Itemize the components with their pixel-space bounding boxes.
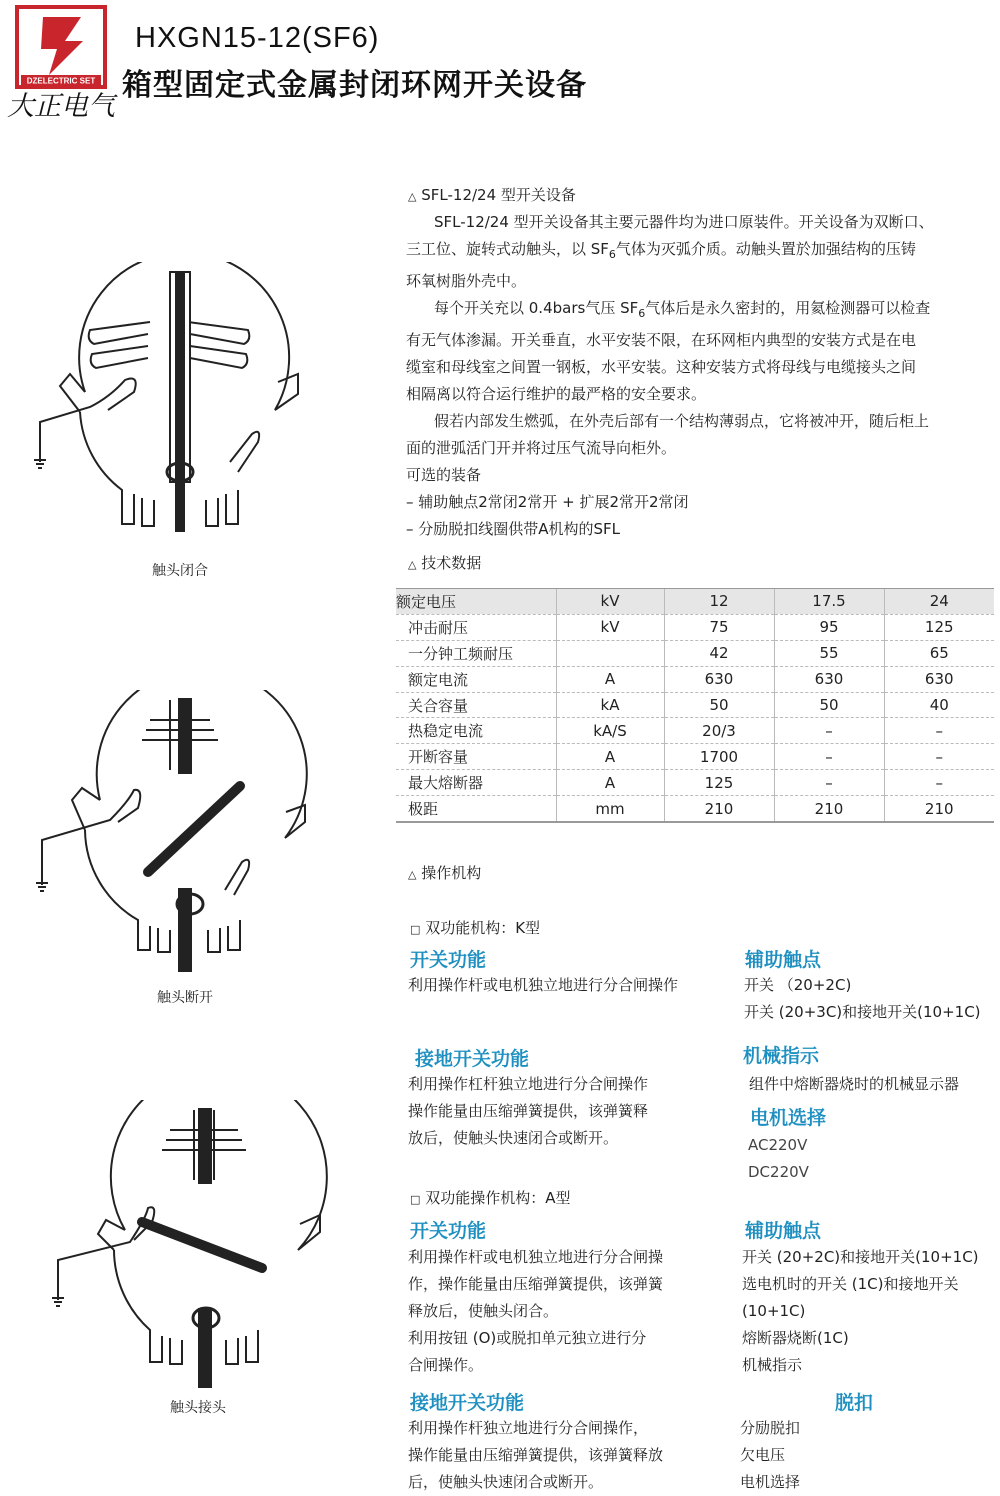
cell-unit: kA — [556, 692, 664, 718]
cell-v175: 95 — [774, 614, 884, 640]
cell-v12: 12 — [664, 589, 774, 615]
table-row — [396, 640, 994, 666]
cell-v24: 630 — [884, 666, 994, 692]
caption-contact-closed: 触头闭合 — [152, 563, 208, 579]
square-icon: □ — [410, 1193, 421, 1206]
cell-name: 额定电流 — [396, 666, 556, 692]
a-trip-list: 分励脱扣 欠电压 电机选择 — [740, 1419, 801, 1491]
tech-data-table — [396, 588, 994, 823]
k-earth-text: 利用操作杠杆独立地进行分合闸操作 操作能量由压缩弹簧提供，该弹簧释 放后，使触头快速闭合或断开。 — [408, 1075, 649, 1147]
page-title: 箱型固定式金属封闭环网开关设备 — [122, 68, 587, 103]
cell-v175: 50 — [774, 692, 884, 718]
mechanism-heading: △ 操作机构 — [408, 864, 482, 882]
k-switch-text: 利用操作杆或电机独立地进行分合闸操作 — [408, 976, 679, 994]
model-number: HXGN15-12(SF6) — [135, 22, 380, 54]
cell-v24: 210 — [884, 796, 994, 822]
table-row — [396, 718, 994, 744]
k-aux-title: 辅助触点 — [745, 949, 822, 971]
caption-contact-earthed: 触头接头 — [170, 1400, 226, 1416]
k-type-heading: □ 双功能机构：K型 — [410, 919, 541, 937]
triangle-icon: △ — [408, 190, 417, 203]
sfl-heading: △ SFL-12/24 型开关设备 — [408, 186, 576, 204]
a-aux-list: 开关 (20+2C)和接地开关(10+1C) 选电机时的开关 (1C)和接地开关 (10+1C) 熔断器烧断(1C) 机械指示 — [742, 1248, 979, 1374]
cell-name: 一分钟工频耐压 — [396, 640, 556, 666]
table-row — [396, 614, 994, 640]
cell-v24: 40 — [884, 692, 994, 718]
k-mech-text: 组件中熔断器烧时的机械显示器 — [749, 1075, 960, 1093]
tech-heading: △ 技术数据 — [408, 554, 482, 572]
table-row — [396, 692, 994, 718]
sfl-description: SFL-12/24 型开关设备其主要元器件均为进口原装件。开关设备为双断口、 三工位、旋转式动触头，以 $SF_6$气体为灭弧介质。动触头置於加强结构的压铸 环氧树脂外壳中。 每个开关充以 0.4bars气压 $SF_6$气体后是永久密封的，用氦检测器可以检查 有无气体渗漏。开关垂直，水平安装不限，在环网柜内典型的安装方式是在电 缆室和母线室之间置一钢板，水平安装。这种安装方式将母线与电缆接头之间 相隔离以符合运行维护的最严格的安全要求。 假若内部发生燃弧，在外壳后部有一个结构薄弱点，它将被冲开，随后柜上 面的泄弧活门开并将过压气流导向柜外。 可选的装备 – 辅助触点2常闭2常开 + 扩展2常开2常闭 – 分励脱扣线圈供带A机构的SFL — [406, 213, 934, 538]
cell-v24: – — [884, 718, 994, 744]
a-switch-text: 利用操作杆或电机独立地进行分合闸操 作，操作能量由压缩弹簧提供，该弹簧 释放后，使触头闭合。 利用按钮 (O)或脱扣单元独立进行分 合闸操作。 — [408, 1248, 664, 1374]
k-motor-title: 电机选择 — [750, 1107, 827, 1129]
triangle-icon: △ — [408, 558, 417, 571]
cell-unit: A — [556, 666, 664, 692]
k-aux-list: 开关 （20+2C) 开关 (20+3C)和接地开关(10+1C) — [744, 976, 981, 1021]
cell-v12: 1700 — [664, 744, 774, 770]
a-earth-text: 利用操作杆独立地进行分合闸操作， 操作能量由压缩弹簧提供，该弹簧释放 后，使触头快速闭合或断开。 — [408, 1419, 664, 1491]
cell-v24: – — [884, 770, 994, 796]
table-row — [396, 744, 994, 770]
cell-name: 热稳定电流 — [396, 718, 556, 744]
table-row — [396, 770, 994, 796]
square-icon: □ — [410, 923, 421, 936]
cell-unit: A — [556, 770, 664, 796]
cell-v175: 55 — [774, 640, 884, 666]
cell-unit: mm — [556, 796, 664, 822]
cell-name: 关合容量 — [396, 692, 556, 718]
cell-v175: – — [774, 770, 884, 796]
logo-text: DZELECTRIC SET — [26, 76, 96, 86]
cell-v12: 42 — [664, 640, 774, 666]
cell-v24: 125 — [884, 614, 994, 640]
cell-name: 极距 — [396, 796, 556, 822]
cell-name: 冲击耐压 — [396, 614, 556, 640]
cell-v12: 125 — [664, 770, 774, 796]
diagram-contact-open — [30, 690, 310, 990]
caption-contact-open: 触头断开 — [157, 990, 213, 1006]
diagram-contact-closed — [30, 262, 310, 562]
cell-v175: 630 — [774, 666, 884, 692]
diagram-contact-earthed — [30, 1100, 330, 1400]
cell-v12: 50 — [664, 692, 774, 718]
a-trip-title: 脱扣 — [835, 1392, 874, 1414]
table-row — [396, 796, 994, 822]
cell-v175: – — [774, 718, 884, 744]
a-type-heading: □ 双功能操作机构：A型 — [410, 1189, 571, 1207]
cell-v24: 65 — [884, 640, 994, 666]
cell-unit: A — [556, 744, 664, 770]
cell-v175: 210 — [774, 796, 884, 822]
cell-name: 开断容量 — [396, 744, 556, 770]
a-earth-title: 接地开关功能 — [410, 1392, 525, 1414]
cell-unit — [556, 640, 664, 666]
table-row — [396, 666, 994, 692]
cell-v12: 20/3 — [664, 718, 774, 744]
cell-unit: kV — [556, 589, 664, 615]
k-motor-list: AC220V DC220V — [748, 1136, 809, 1181]
cell-name: 最大熔断器 — [396, 770, 556, 796]
cell-name: 额定电压 — [396, 589, 556, 615]
cell-v12: 630 — [664, 666, 774, 692]
table-row — [396, 589, 994, 615]
a-switch-title: 开关功能 — [410, 1220, 487, 1242]
cell-unit: kV — [556, 614, 664, 640]
company-name: 大正电气 — [7, 91, 115, 120]
k-earth-title: 接地开关功能 — [415, 1048, 530, 1070]
company-logo — [5, 5, 120, 120]
k-switch-title: 开关功能 — [410, 949, 487, 971]
cell-v175: 17.5 — [774, 589, 884, 615]
triangle-icon: △ — [408, 868, 417, 881]
cell-v24: – — [884, 744, 994, 770]
cell-v175: – — [774, 744, 884, 770]
cell-unit: kA/S — [556, 718, 664, 744]
cell-v24: 24 — [884, 589, 994, 615]
a-aux-title: 辅助触点 — [745, 1220, 822, 1242]
cell-v12: 75 — [664, 614, 774, 640]
k-mech-title: 机械指示 — [743, 1045, 820, 1067]
cell-v12: 210 — [664, 796, 774, 822]
